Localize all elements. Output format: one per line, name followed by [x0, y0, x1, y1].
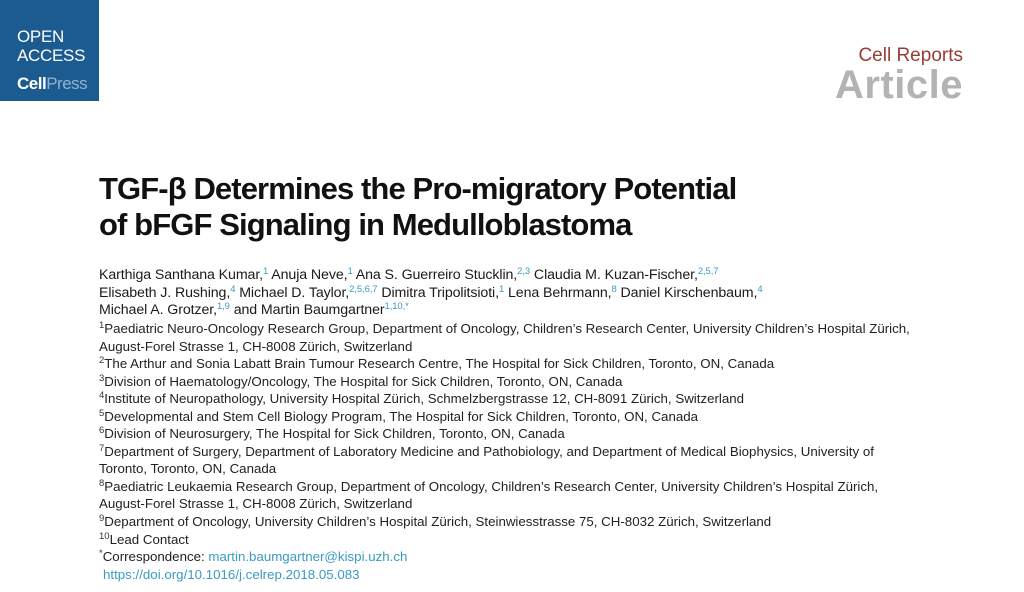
affiliation-10 [99, 531, 910, 549]
author-name: Daniel Kirschenbaum, [620, 284, 758, 301]
author-affiliation-ref[interactable]: 2,3 [517, 266, 531, 277]
affiliation-5 [99, 408, 910, 426]
affiliation-8-cont [99, 495, 910, 513]
affiliation-8 [99, 478, 910, 496]
author-affiliation-ref[interactable]: 1 [498, 283, 505, 295]
affiliation-text: Division of Neurosurgery, The Hospital for Sick Children, Toronto, ON, Canada [104, 426, 565, 442]
affiliation-number: 6 [99, 425, 105, 437]
affiliation-text: The Arthur and Sonia Labatt Brain Tumour Research Centre, The Hospital for Sick Children, Toronto, ON, Canada [104, 356, 775, 372]
affiliation-text: Toronto, Toronto, ON, Canada [99, 461, 277, 477]
journal-header [835, 45, 963, 105]
author-line-2 [99, 285, 763, 303]
affiliation-text: Lead Contact [109, 531, 189, 547]
press-wordmark: Press [46, 74, 88, 93]
affiliation-text: Department of Surgery, Department of Laboratory Medicine and Pathobiology, and Department of Medical Biophysics, University of [104, 443, 874, 459]
affiliation-list [99, 320, 910, 583]
author-name: Ana S. Guerreiro Stucklin, [355, 267, 518, 283]
affiliation-4 [99, 390, 910, 408]
author-affiliation-ref[interactable]: 1,9 [216, 301, 230, 313]
affiliation-text: Paediatric Leukaemia Research Group, Department of Oncology, Children’s Research Center, University Children’s Hospital Zürich, [104, 478, 879, 494]
affiliation-1 [99, 320, 910, 338]
author-name: Elisabeth J. Rushing, [99, 284, 231, 301]
affiliation-text: Developmental and Stem Cell Biology Program, The Hospital for Sick Children, Toronto, ON, Canada [104, 408, 699, 424]
doi-link[interactable]: https://doi.org/10.1016/j.celrep.2018.05.083 [103, 566, 360, 582]
affiliation-number: 7 [99, 442, 105, 454]
affiliation-text: Division of Haematology/Oncology, The Hospital for Sick Children, Toronto, ON, Canada [104, 373, 623, 389]
paper-title [99, 171, 736, 243]
affiliation-6 [99, 425, 910, 443]
author-affiliation-ref[interactable]: 1 [347, 266, 353, 277]
cellpress-wordmark [17, 74, 87, 94]
author-affiliation-ref[interactable]: 4 [230, 283, 236, 295]
affiliation-9 [99, 513, 910, 531]
affiliation-number: 10 [99, 530, 110, 542]
author-name: Michael D. Taylor, [239, 284, 350, 301]
author-line-3 [99, 302, 763, 320]
doi-row [99, 566, 910, 584]
author-list [99, 267, 763, 320]
title-line-1: TGF-β Determines the Pro-migratory Potential [99, 171, 737, 206]
article-type: Article [835, 63, 963, 107]
correspondence-email-link[interactable]: martin.baumgartner@kispi.uzh.ch [208, 549, 408, 565]
affiliation-number: 3 [99, 372, 105, 384]
affiliation-number: 4 [99, 390, 105, 402]
open-access-label [17, 27, 85, 65]
author-affiliation-ref[interactable]: 1,10,* [384, 301, 409, 313]
affiliation-number: 1 [99, 320, 105, 331]
affiliation-number: 2 [99, 355, 105, 367]
access-label: ACCESS [17, 46, 86, 65]
journal-name: Cell Reports [858, 45, 963, 66]
author-affiliation-ref[interactable]: 4 [757, 283, 763, 295]
author-line-1 [99, 267, 763, 285]
affiliation-2 [99, 355, 910, 373]
author-name: Dimitra Tripolitsioti, [381, 284, 499, 301]
author-name: and Martin Baumgartner [233, 302, 385, 319]
affiliation-3 [99, 373, 910, 391]
correspondence [99, 548, 910, 566]
correspondence-label: Correspondence: [102, 549, 209, 565]
open-access-cellpress-logo [0, 0, 99, 101]
author-name: Lena Behrmann, [507, 284, 612, 301]
affiliation-7-cont [99, 460, 910, 478]
author-name: Michael A. Grotzer, [99, 302, 217, 319]
author-affiliation-ref[interactable]: 8 [611, 283, 617, 295]
author-name: Anuja Neve, [271, 267, 348, 283]
affiliation-7 [99, 443, 910, 461]
affiliation-text: Paediatric Neuro-Oncology Research Group, Department of Oncology, Children’s Research Center, University Children’s Hospital Zürich, [104, 321, 910, 336]
title-line-2: of bFGF Signaling in Medulloblastoma [99, 207, 632, 242]
author-affiliation-ref[interactable]: 2,5,7 [697, 266, 719, 277]
affiliation-number: 5 [99, 407, 105, 419]
affiliation-number: 8 [99, 477, 105, 489]
author-name: Karthiga Santhana Kumar, [99, 267, 264, 283]
affiliation-text: Department of Oncology, University Children’s Hospital Zürich, Steinwiesstrasse 75, CH-8032 Zürich, Switzerland [104, 514, 772, 530]
author-affiliation-ref[interactable]: 2,5,6,7 [349, 283, 378, 295]
correspondence-marker: * [99, 548, 103, 560]
cell-wordmark: Cell [17, 74, 47, 93]
author-name: Claudia M. Kuzan-Fischer, [533, 267, 698, 283]
open-label: OPEN [17, 27, 64, 46]
affiliation-1-cont [99, 338, 910, 356]
affiliation-text: August-Forel Strasse 1, CH-8008 Zürich, Switzerland [99, 496, 413, 512]
author-affiliation-ref[interactable]: 1 [263, 266, 269, 277]
affiliation-text: Institute of Neuropathology, University Hospital Zürich, Schmelzbergstrasse 12, CH-8091 Zürich, Switzerland [104, 391, 745, 407]
affiliation-number: 9 [99, 513, 105, 525]
affiliation-text: August-Forel Strasse 1, CH-8008 Zürich, Switzerland [99, 338, 413, 354]
